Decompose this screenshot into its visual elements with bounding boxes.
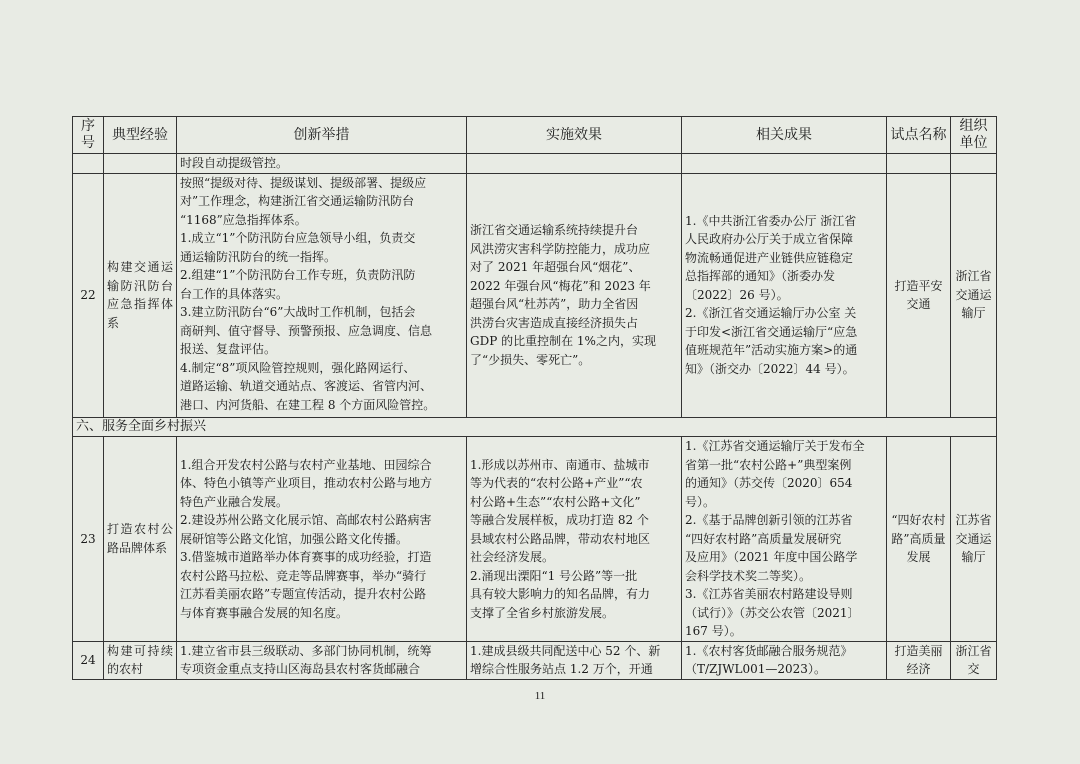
- page-number: 11: [534, 690, 546, 702]
- row-results: 1.《中共浙江省委办公厅 浙江省 人民政府办公厅关于成立省保障 物流畅通促进产业链供应链稳定 总指挥部的通知》（浙委办发 〔2022〕26 号）。 2.《浙江省交通运输厅办公室 关 于印发<浙江省交通运输厅“应急 值班规范年”活动实施方案>的通 知》（浙交办〔2022〕44 号）。: [682, 173, 887, 417]
- row-number: 24: [73, 641, 104, 679]
- header-row: [73, 117, 997, 154]
- continued-row: [73, 154, 997, 174]
- table-row-23: [73, 437, 997, 642]
- header-pilot: 试点名称: [887, 117, 951, 154]
- row-results: 1.《农村客货邮融合服务规范》 （T/ZJWL001—2023）。: [682, 641, 887, 679]
- header-measures: 创新举措: [177, 117, 467, 154]
- continued-measures: 时段自动提级管控。: [177, 154, 467, 174]
- header-org: 组织单位: [951, 117, 997, 154]
- row-measures: 1.建立省市县三级联动、多部门协同机制，统筹 专项资金重点支持山区海岛县农村客货邮融合: [177, 641, 467, 679]
- row-pilot: 打造平安交通: [887, 173, 951, 417]
- row-effects: 浙江省交通运输系统持续提升台 风洪涝灾害科学防控能力，成功应 对了 2021 年超强台风“烟花”、 2022 年强台风“梅花”和 2023 年 超强台风“杜苏芮”，助力全省因 洪涝台灾害造成直接经济损失占 GDP 的比重控制在 1%之内，实现 了“少损失、零死亡”。: [467, 173, 682, 417]
- section-row: [73, 417, 997, 437]
- experience-table: [72, 116, 997, 680]
- header-experience: 典型经验: [104, 117, 177, 154]
- row-org: 浙江省交: [951, 641, 997, 679]
- row-experience: 构建交通运输防汛防台应急指挥体系: [104, 173, 177, 417]
- row-org: 浙江省交通运输厅: [951, 173, 997, 417]
- row-number: 23: [73, 437, 104, 642]
- row-experience: 打造农村公路品牌体系: [104, 437, 177, 642]
- header-effects: 实施效果: [467, 117, 682, 154]
- row-effects: 1.形成以苏州市、南通市、盐城市 等为代表的“农村公路+产业”“农 村公路+生态”“农村公路+文化” 等融合发展样板，成功打造 82 个 县域农村公路品牌，带动农村地区 社会经济发展。 2.涌现出溧阳“1 号公路”等一批 具有较大影响力的知名品牌，有力 支撑了全省乡村旅游发展。: [467, 437, 682, 642]
- row-org: 江苏省交通运输厅: [951, 437, 997, 642]
- header-no: 序号: [73, 117, 104, 154]
- table-row-22: [73, 173, 997, 417]
- table-row-24: [73, 641, 997, 679]
- header-results: 相关成果: [682, 117, 887, 154]
- row-results: 1.《江苏省交通运输厅关于发布全 省第一批“农村公路+”典型案例 的通知》（苏交传〔2020〕654 号）。 2.《基于品牌创新引领的江苏省 “四好农村路”高质量发展研究 及应用》（2021 年度中国公路学 会科学技术奖二等奖）。 3.《江苏省美丽农村路建设导则 （试行）》（苏交公农管〔2021〕 167 号）。: [682, 437, 887, 642]
- row-measures: 按照“提级对待、提级谋划、提级部署、提级应 对”工作理念，构建浙江省交通运输防汛防台 “1168”应急指挥体系。 1.成立“1”个防汛防台应急领导小组，负责交 通运输防汛防台的统一指挥。 2.组建“1”个防汛防台工作专班，负责防汛防 台工作的具体落实。 3.建立防汛防台“6”大战时工作机制，包括会 商研判、值守督导、预警预报、应急调度、信息 报送、复盘评估。 4.制定“8”项风险管控规则，强化路网运行、 道路运输、轨道交通站点、客渡运、省管内河、 港口、内河货船、在建工程 8 个方面风险管控。: [177, 173, 467, 417]
- row-measures: 1.组合开发农村公路与农村产业基地、田园综合 体、特色小镇等产业项目，推动农村公路与地方 特色产业融合发展。 2.建设苏州公路文化展示馆、高邮农村公路病害 展研馆等公路文化馆，加强公路文化传播。 3.借鉴城市道路举办体育赛事的成功经验，打造 农村公路马拉松、竞走等品牌赛事，举办“骑行 江苏看美丽农路”专题宣传活动，提升农村公路 与体育赛事融合发展的知名度。: [177, 437, 467, 642]
- row-pilot: 打造美丽经济: [887, 641, 951, 679]
- row-effects: 1.建成县级共同配送中心 52 个、新 增综合性服务站点 1.2 万个，开通: [467, 641, 682, 679]
- row-experience: 构建可持续的农村: [104, 641, 177, 679]
- row-number: 22: [73, 173, 104, 417]
- row-pilot: “四好农村路”高质量发展: [887, 437, 951, 642]
- section-title: 六、服务全面乡村振兴: [73, 417, 997, 437]
